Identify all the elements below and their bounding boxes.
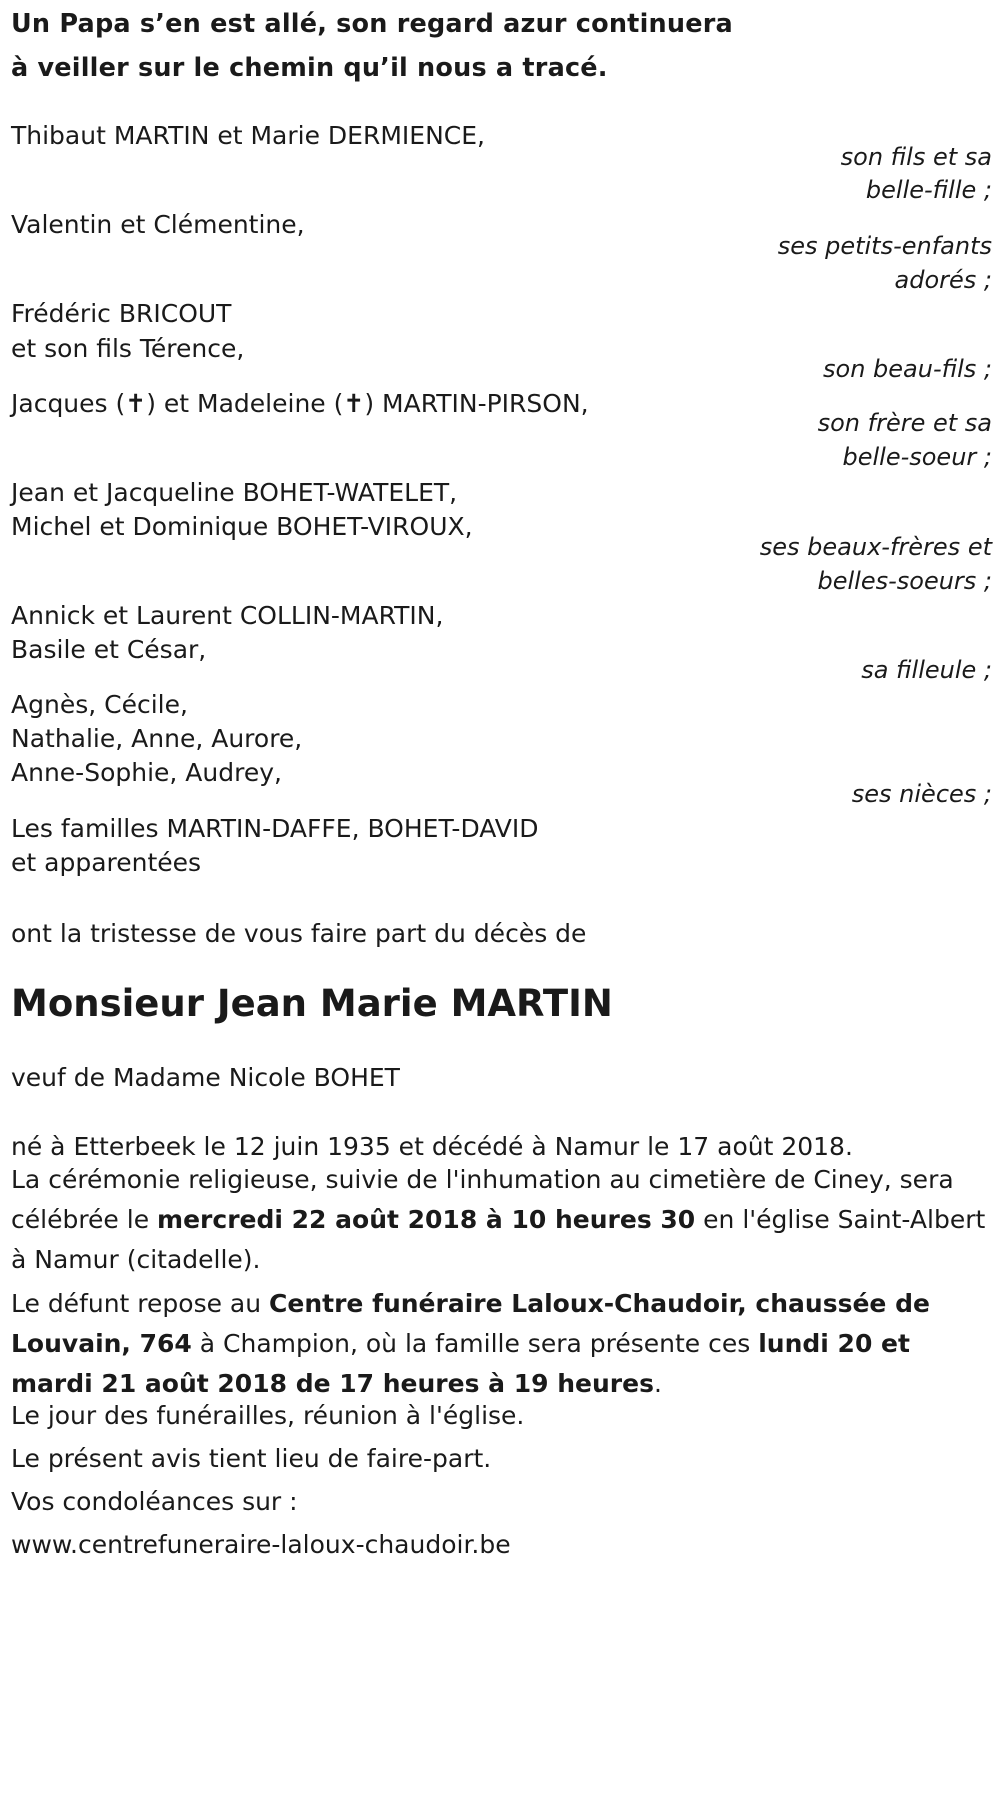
notice-text: Le présent avis tient lieu de faire-part. (11, 1444, 492, 1473)
family-line: Anne-Sophie, Audrey, (11, 758, 282, 787)
ceremony-paragraph: La cérémonie religieuse, suivie de l'inhumation au cimetière de Ciney, sera célébrée le mercredi 22 août 2018 à 10 heures 30 en l'église Saint-Albert à Namur (citadelle). (11, 1165, 986, 1274)
family-line: Frédéric BRICOUT (11, 299, 232, 328)
family-line: Jean et Jacqueline BOHET-WATELET, (11, 478, 458, 507)
deceased-name: Monsieur Jean Marie MARTIN (11, 982, 613, 1025)
relation-line: son beau-fils ; (823, 355, 992, 383)
family-line: Annick et Laurent COLLIN-MARTIN, (11, 601, 444, 630)
relation-line: sa filleule ; (861, 656, 992, 684)
funeral-day: Le jour des funérailles, réunion à l'église. (11, 1401, 525, 1430)
relation-line: ses nièces ; (851, 780, 992, 808)
relation-line: belles-soeurs ; (817, 567, 992, 595)
family-line: Les familles MARTIN-DAFFE, BOHET-DAVID (11, 814, 539, 843)
epigraph-line-1: Un Papa s’en est allé, son regard azur continuera (11, 9, 733, 39)
epigraph-line-2: à veiller sur le chemin qu’il nous a tracé. (11, 53, 608, 83)
family-line: Basile et César, (11, 635, 207, 664)
relation-line: belle-fille ; (865, 176, 992, 204)
family-line: Nathalie, Anne, Aurore, (11, 724, 303, 753)
relation-line: son fils et sa (840, 143, 992, 171)
rest-paragraph: Le défunt repose au Centre funéraire Laloux-Chaudoir, chaussée de Louvain, 764 à Champion, où la famille sera présente ces lundi 20 et mardi 21 août 2018 de 17 heures à 19 heures. (11, 1289, 930, 1398)
relation-line: ses beaux-frères et (759, 533, 992, 561)
relation-line: son frère et sa (817, 409, 992, 437)
family-line: Valentin et Clémentine, (11, 210, 305, 239)
condolences-label: Vos condoléances sur : (11, 1487, 298, 1516)
relation-line: ses petits-enfants (777, 232, 992, 260)
family-line: et apparentées (11, 848, 202, 877)
website-link[interactable]: www.centrefuneraire-laloux-chaudoir.be (11, 1530, 511, 1559)
widower-of: veuf de Madame Nicole BOHET (11, 1063, 400, 1092)
relation-line: adorés ; (894, 266, 992, 294)
family-line: Thibaut MARTIN et Marie DERMIENCE, (11, 121, 485, 150)
family-line: et son fils Térence, (11, 334, 245, 363)
family-line: Michel et Dominique BOHET-VIROUX, (11, 512, 473, 541)
family-line: Agnès, Cécile, (11, 690, 188, 719)
relation-line: belle-soeur ; (842, 443, 992, 471)
birth-death: né à Etterbeek le 12 juin 1935 et décédé à Namur le 17 août 2018. (11, 1132, 853, 1161)
family-line: Jacques (✝) et Madeleine (✝) MARTIN-PIRSON, (11, 389, 589, 418)
announcement-text: ont la tristesse de vous faire part du décès de (11, 919, 587, 948)
